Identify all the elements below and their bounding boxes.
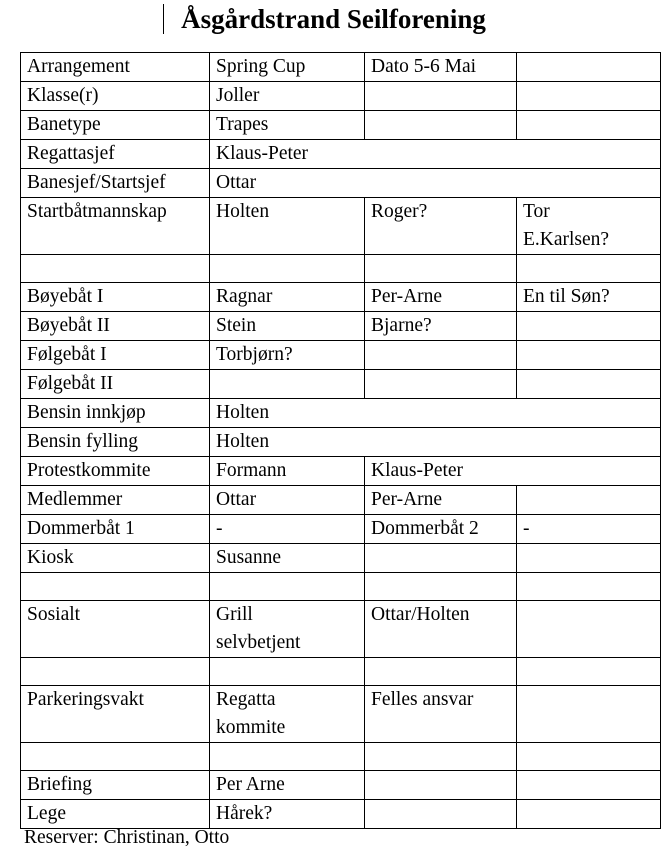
table-row <box>21 341 661 370</box>
table-cell: Per-Arne <box>365 486 517 515</box>
table-cell <box>517 658 661 686</box>
row-label-cell: Følgebåt II <box>21 370 210 399</box>
row-label-cell: Bøyebåt II <box>21 312 210 341</box>
reserves-note: Reserver: Christinan, Otto <box>24 827 230 848</box>
row-label-cell: Banesjef/Startsjef <box>21 169 210 198</box>
table-cell: Per Arne <box>210 771 365 800</box>
table-cell <box>210 573 365 601</box>
table-cell <box>365 743 517 771</box>
table-cell: Bjarne? <box>365 312 517 341</box>
table-cell <box>517 341 661 370</box>
text-cursor <box>163 4 164 34</box>
table-row <box>21 111 661 140</box>
table-cell <box>517 370 661 399</box>
row-label-cell: Bøyebåt I <box>21 283 210 312</box>
table-cell: Holten <box>210 198 365 255</box>
table-cell: Dato 5-6 Mai <box>365 53 517 82</box>
table-row <box>21 82 661 111</box>
table-cell: Felles ansvar <box>365 686 517 743</box>
table-cell <box>517 544 661 573</box>
row-label-cell: Klasse(r) <box>21 82 210 111</box>
table-cell: Tor E.Karlsen? <box>517 198 661 255</box>
table-cell <box>365 544 517 573</box>
table-cell <box>517 573 661 601</box>
table-cell: Susanne <box>210 544 365 573</box>
table-cell <box>210 658 365 686</box>
table-cell <box>365 771 517 800</box>
table-row <box>21 312 661 341</box>
table-row <box>21 515 661 544</box>
table-cell <box>517 686 661 743</box>
table-cell <box>517 800 661 829</box>
table-cell: Ottar <box>210 169 661 198</box>
table-cell <box>365 111 517 140</box>
row-label-cell: Regattasjef <box>21 140 210 169</box>
row-label-cell: Bensin fylling <box>21 428 210 457</box>
table-cell: Roger? <box>365 198 517 255</box>
table-cell: Holten <box>210 428 661 457</box>
table-cell: - <box>210 515 365 544</box>
table-row <box>21 140 661 169</box>
table-cell <box>365 573 517 601</box>
table-row <box>21 169 661 198</box>
row-label-cell: Bensin innkjøp <box>21 399 210 428</box>
row-label-cell: Lege <box>21 800 210 829</box>
table-cell <box>365 341 517 370</box>
table-cell: Trapes <box>210 111 365 140</box>
table-cell: Stein <box>210 312 365 341</box>
table-cell: Dommerbåt 2 <box>365 515 517 544</box>
table-cell <box>365 255 517 283</box>
row-label-cell: Dommerbåt 1 <box>21 515 210 544</box>
table-cell: - <box>517 515 661 544</box>
table-cell <box>517 82 661 111</box>
row-label-cell: Kiosk <box>21 544 210 573</box>
table-row <box>21 399 661 428</box>
row-label-cell: Sosialt <box>21 601 210 658</box>
table-row <box>21 428 661 457</box>
table-cell <box>365 370 517 399</box>
row-label-cell: Briefing <box>21 771 210 800</box>
table-row <box>21 370 661 399</box>
table-row <box>21 658 661 686</box>
table-cell <box>517 601 661 658</box>
row-label-cell: Arrangement <box>21 53 210 82</box>
table-cell: Grill selvbetjent <box>210 601 365 658</box>
table-cell <box>517 255 661 283</box>
table-row <box>21 486 661 515</box>
document-title: Åsgårdstrand Seilforening <box>181 4 486 34</box>
table-cell: Klaus-Peter <box>365 457 661 486</box>
row-label-cell: Protestkommite <box>21 457 210 486</box>
table-cell <box>517 111 661 140</box>
table-cell: Ragnar <box>210 283 365 312</box>
row-label-cell: Banetype <box>21 111 210 140</box>
table-cell <box>517 743 661 771</box>
table-row <box>21 198 661 255</box>
table-cell: Joller <box>210 82 365 111</box>
row-label-cell: Parkeringsvakt <box>21 686 210 743</box>
table-cell <box>210 255 365 283</box>
row-label-cell <box>21 255 210 283</box>
table-cell <box>517 486 661 515</box>
row-label-cell <box>21 573 210 601</box>
table-cell <box>365 658 517 686</box>
table-cell: Klaus-Peter <box>210 140 661 169</box>
table-cell: En til Søn? <box>517 283 661 312</box>
table-cell: Hårek? <box>210 800 365 829</box>
table-row <box>21 53 661 82</box>
row-label-cell <box>21 658 210 686</box>
table-cell: Ottar/Holten <box>365 601 517 658</box>
table-cell <box>210 370 365 399</box>
table-row <box>21 573 661 601</box>
table-cell <box>365 82 517 111</box>
schedule-table <box>20 52 661 829</box>
table-row <box>21 457 661 486</box>
table-cell: Holten <box>210 399 661 428</box>
table-row <box>21 255 661 283</box>
table-cell: Ottar <box>210 486 365 515</box>
table-cell: Formann <box>210 457 365 486</box>
table-cell <box>517 312 661 341</box>
table-cell <box>210 743 365 771</box>
table-row <box>21 601 661 658</box>
row-label-cell <box>21 743 210 771</box>
table-cell <box>365 800 517 829</box>
table-cell: Spring Cup <box>210 53 365 82</box>
table-cell: Torbjørn? <box>210 341 365 370</box>
table-row <box>21 771 661 800</box>
table-cell <box>517 53 661 82</box>
table-row <box>21 544 661 573</box>
table-cell <box>517 771 661 800</box>
row-label-cell: Følgebåt I <box>21 341 210 370</box>
table-row <box>21 686 661 743</box>
table-row <box>21 743 661 771</box>
table-row <box>21 283 661 312</box>
table-cell: Per-Arne <box>365 283 517 312</box>
table-cell: Regatta kommite <box>210 686 365 743</box>
row-label-cell: Medlemmer <box>21 486 210 515</box>
row-label-cell: Startbåtmannskap <box>21 198 210 255</box>
